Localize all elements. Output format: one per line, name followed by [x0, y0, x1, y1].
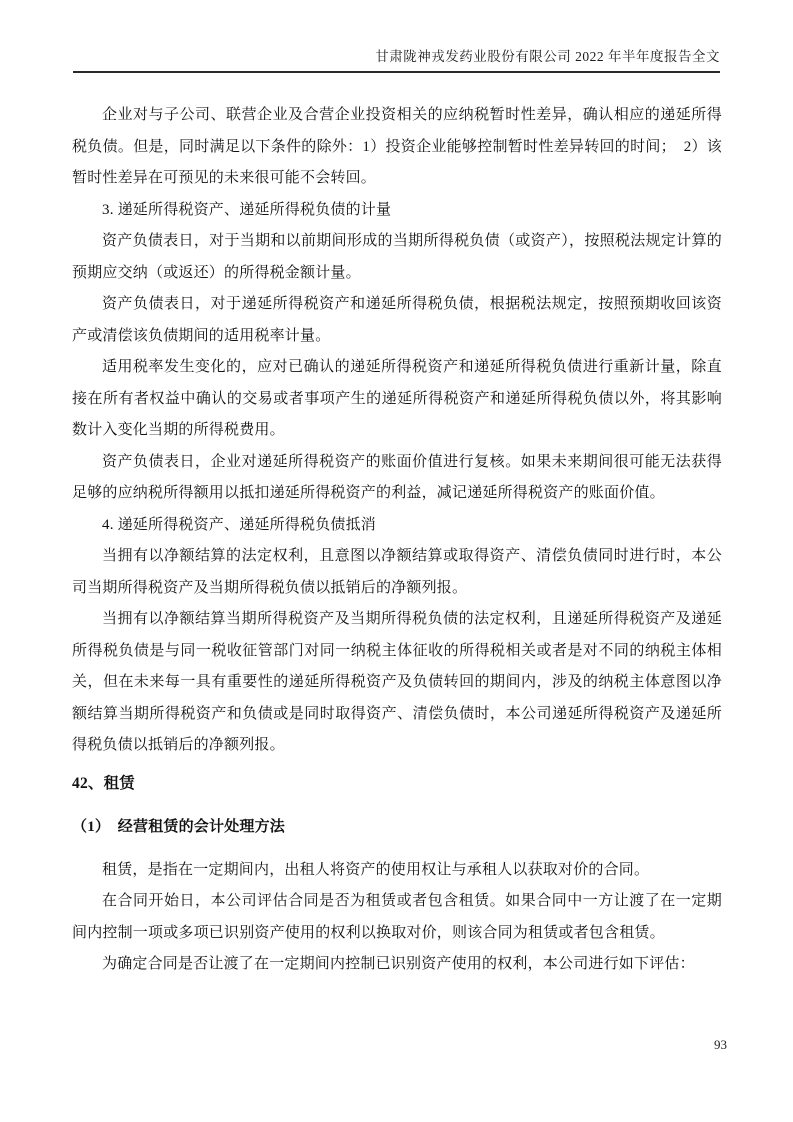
paragraph-deferred-tax-rate-measurement: 资产负债表日，对于递延所得税资产和递延所得税负债，根据税法规定，按照预期收回该资产或清偿该负债期间的适用税率计量。	[72, 296, 722, 344]
paragraph-net-settlement-deferred-tax: 当拥有以净额结算当期所得税资产及当期所得税负债的法定权利，且递延所得税资产及递延所得税负债是与同一税收征管部门对同一纳税主体征收的所得税相关或者是对不同的纳税主体相关，但在未来每一具有重要性的递延所得税资产及负债转回的期间内，涉及的纳税主体意图以净额结算当期所得税资产和负债或是同时取得资产、清偿负债时，本公司递延所得税资产及递延所得税负债以抵销后的净额列报。	[72, 611, 722, 753]
paragraph-carrying-amount-review: 资产负债表日，企业对递延所得税资产的账面价值进行复核。如果未来期间很可能无法获得足够的应纳税所得额用以抵扣递延所得税资产的利益，减记递延所得税资产的账面价值。	[72, 453, 722, 501]
page-body	[72, 100, 722, 981]
subsection-heading-operating-lease-accounting: （1） 经营租赁的会计处理方法	[72, 819, 286, 835]
paragraph-lease-evaluation-intro: 为确定合同是否让渡了在一定期间内控制已识别资产使用的权利，本公司进行如下评估：	[102, 956, 695, 972]
report-header-title: 甘肃陇神戎发药业股份有限公司 2022 年半年度报告全文	[375, 49, 720, 64]
paragraph-lease-definition: 租赁，是指在一定期间内，出租人将资产的使用权让与承租人以获取对价的合同。	[102, 861, 650, 878]
paragraph-tax-rate-change-remeasurement: 适用税率发生变化的，应对已确认的递延所得税资产和递延所得税负债进行重新计量，除直接在所有者权益中确认的交易或者事项产生的递延所得税资产和递延所得税负债以外，将其影响数计入变化当期的所得税费用。	[72, 359, 722, 438]
page-header	[73, 48, 720, 73]
paragraph-item-3-measurement-title: 3. 递延所得税资产、递延所得税负债的计量	[102, 201, 392, 218]
paragraph-item-4-offset-title: 4. 递延所得税资产、递延所得税负债抵消	[102, 516, 377, 533]
paragraph-current-tax-measurement: 资产负债表日，对于当期和以前期间形成的当期所得税负债（或资产），按照税法规定计算的预期应交纳（或返还）的所得税金额计量。	[72, 233, 722, 281]
paragraph-lease-assessment-at-inception: 在合同开始日，本公司评估合同是否为租赁或者包含租赁。如果合同中一方让渡了在一定期间内控制一项或多项已识别资产使用的权利以换取对价，则该合同为租赁或者包含租赁。	[72, 893, 722, 941]
page-number: 93	[714, 1037, 727, 1052]
section-heading-42-leases: 42、租赁	[72, 774, 136, 792]
paragraph-deferred-tax-liability-exceptions: 企业对与子公司、联营企业及合营企业投资相关的应纳税暂时性差异，确认相应的递延所得税负债。但是，同时满足以下条件的除外：1）投资企业能够控制暂时性差异转回的时间； 2）该暂时性差异在可预见的未来很可能不会转回。	[72, 107, 722, 186]
paragraph-net-settlement-current-tax: 当拥有以净额结算的法定权利，且意图以净额结算或取得资产、清偿负债同时进行时，本公司当期所得税资产及当期所得税负债以抵销后的净额列报。	[72, 548, 722, 596]
page-footer	[714, 1036, 727, 1054]
